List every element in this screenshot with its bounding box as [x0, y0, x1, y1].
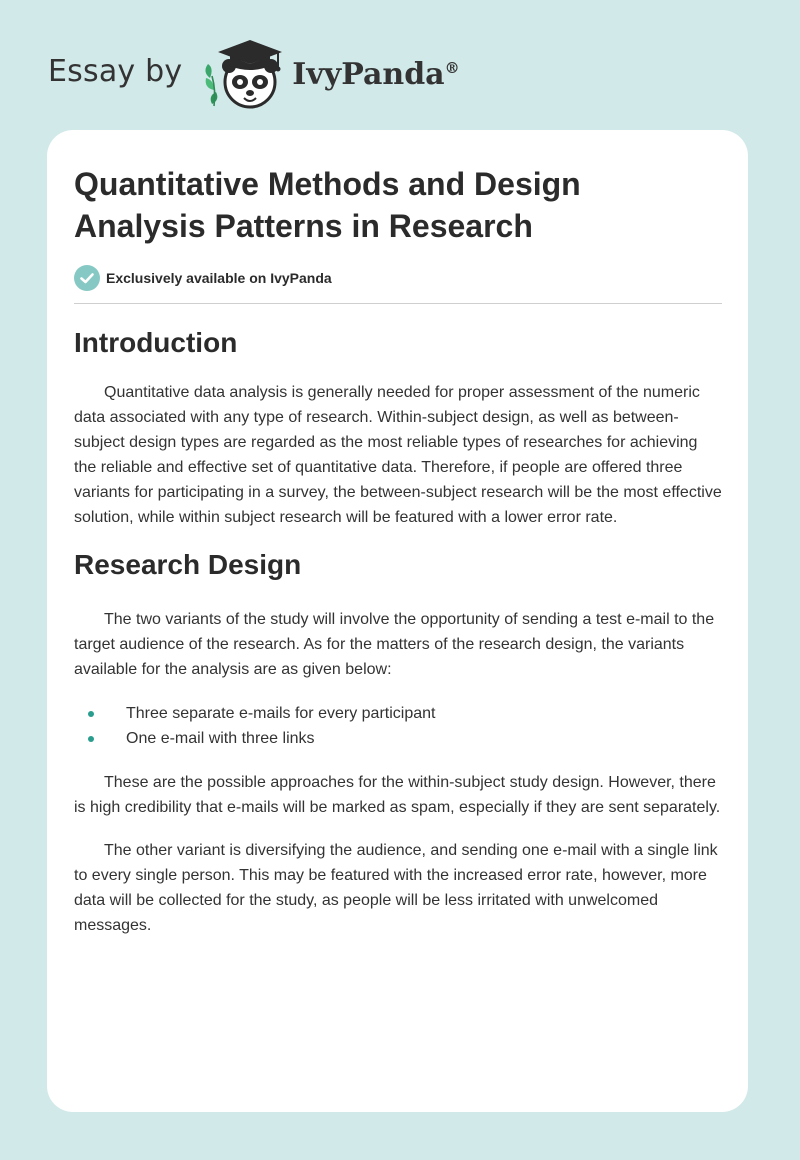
check-badge-icon: [74, 265, 100, 291]
paragraph: The two variants of the study will involve the opportunity of sending a test e-mail to the target audience of the research. As for the matters of the research design, the variants available for the analysis are as given below:: [74, 611, 715, 678]
list-item-text: One e-mail with three links: [126, 730, 315, 747]
brand-name[interactable]: IvyPanda®: [292, 56, 460, 92]
bullet-dot-icon: [88, 736, 94, 742]
panda-logo-icon[interactable]: [200, 34, 290, 114]
essay-card: [47, 130, 748, 1112]
registered-mark: ®: [444, 58, 460, 77]
section-heading-research-design: Research Design: [74, 549, 302, 580]
paragraph: Quantitative data analysis is generally needed for proper assessment of the numeric data associated with any type of research. Within-subject design, as well as between-subject design types are regarded as the most reliable types of researches for achieving the reliable and effective set of quantitative data. Therefore, if people are offered three variants for participating in a survey, the between-subject research will be the most effective solution, while within subject research will be featured with a lower error rate.: [74, 384, 722, 526]
paragraph: The other variant is diversifying the audience, and sending one e-mail with a single link to every single person. This may be featured with the increased error rate, however, more data will be collected for the study, as people will be less irritated with unwelcomed messages.: [74, 842, 718, 934]
bullet-dot-icon: [88, 711, 94, 717]
section-heading-introduction: Introduction: [74, 327, 238, 358]
paragraph: These are the possible approaches for the within-subject study design. However, there is high credibility that e-mails will be marked as spam, especially if they are sent separately.: [74, 774, 721, 816]
list-item: [74, 701, 722, 726]
essay-title: Quantitative Methods and Design Analysis Patterns in Research: [74, 166, 581, 244]
variants-list: [74, 701, 722, 751]
ivy-leaf-icon: [206, 64, 218, 106]
essay-by-label: Essay by: [48, 53, 183, 89]
title-divider: [74, 303, 722, 304]
exclusive-label: Exclusively available on IvyPanda: [106, 270, 332, 286]
exclusive-badge: [74, 264, 722, 292]
list-item-text: Three separate e-mails for every participant: [126, 705, 436, 722]
site-header: [48, 34, 460, 114]
list-item: [74, 726, 722, 751]
